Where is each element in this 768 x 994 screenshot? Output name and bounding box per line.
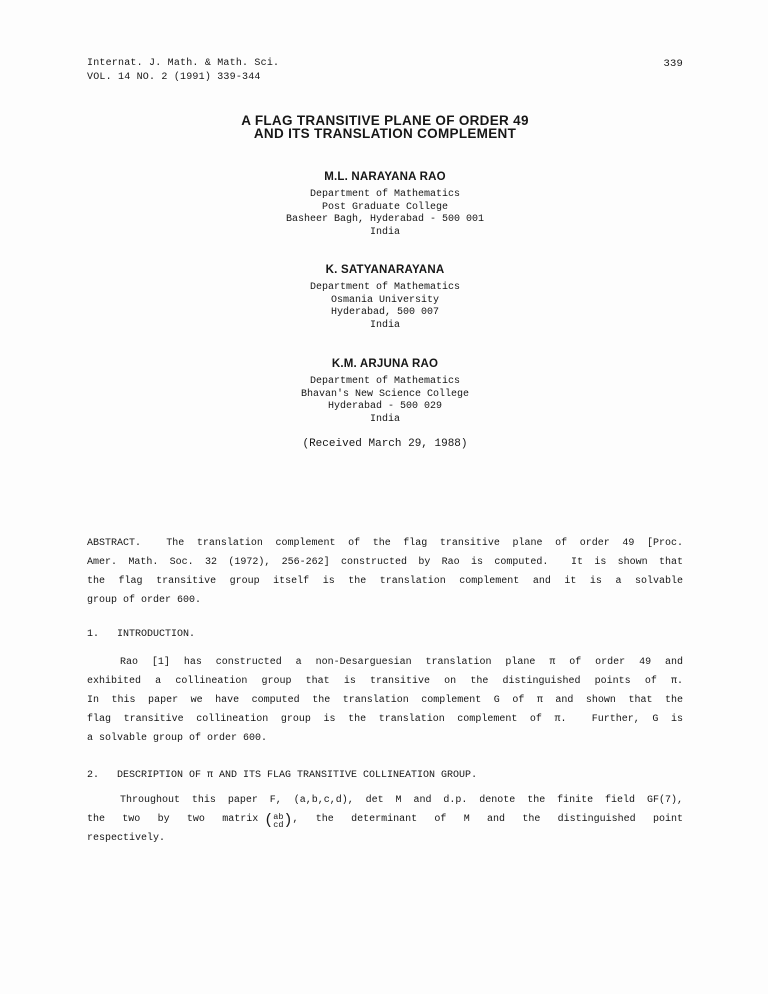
matrix-close-paren: ): [283, 812, 293, 829]
received-date: (Received March 29, 1988): [302, 438, 468, 450]
journal-header: [87, 57, 683, 85]
affiliation-line: Post Graduate College: [321, 201, 449, 213]
paragraph-line: flag transitive collineation group is the translation complement of π. Further, G is: [87, 714, 683, 725]
abstract-line: the flag transitive group itself is the translation complement and it is a solvable: [87, 576, 683, 587]
abstract-line: ABSTRACT. The translation complement of the flag transitive plane of order 49 [Proc.: [87, 538, 683, 549]
journal-volume: VOL. 14 NO. 2 (1991) 339-344: [87, 72, 261, 83]
paragraph-line: respectively.: [87, 833, 166, 844]
paragraph-line-with-matrix: [87, 810, 683, 829]
author-affiliation: [87, 376, 683, 426]
section-2-paragraph: [87, 791, 683, 848]
paragraph-text: , the determinant of M and the distinguished point: [292, 814, 683, 825]
affiliation-line: India: [369, 226, 400, 238]
affiliation-line: Basheer Bagh, Hyderabad - 500 001: [285, 214, 485, 225]
author-name: K. SATYANARAYANA: [325, 264, 445, 276]
journal-name: Internat. J. Math. & Math. Sci.: [87, 58, 280, 69]
journal-info: [87, 57, 279, 85]
abstract-section: [87, 534, 683, 610]
section-1-heading: 1. INTRODUCTION.: [87, 629, 196, 640]
author-block-2: [87, 264, 683, 332]
affiliation-line: India: [369, 413, 400, 425]
affiliation-line: India: [369, 319, 400, 331]
author-block-1: [87, 171, 683, 239]
paragraph-line: exhibited a collineation group that is transitive on the distinguished points of π.: [87, 676, 683, 687]
matrix-notation: [264, 813, 292, 829]
page-number: 339: [663, 58, 683, 70]
affiliation-line: Department of Mathematics: [309, 282, 461, 293]
author-block-3: [87, 358, 683, 426]
abstract-line: group of order 600.: [87, 595, 202, 606]
paragraph-text: the two by two matrix: [87, 814, 259, 825]
affiliation-line: Hyderabad, 500 007: [330, 307, 440, 318]
title-line-1: A FLAG TRANSITIVE PLANE OF ORDER 49: [241, 113, 529, 128]
paragraph-line: In this paper we have computed the translation complement G of π and shown that the: [87, 695, 683, 706]
paper-title: [87, 114, 683, 140]
matrix-bottom-row: cd: [273, 820, 284, 830]
paragraph-line: Rao [1] has constructed a non-Desarguesian translation plane π of order 49 and: [120, 657, 683, 668]
introduction-paragraph: [87, 653, 683, 748]
section-2-heading: 2. DESCRIPTION OF π AND ITS FLAG TRANSITIVE COLLINEATION GROUP.: [87, 770, 478, 781]
affiliation-line: Hyderabad - 500 029: [327, 401, 443, 412]
paragraph-line: Throughout this paper F, (a,b,c,d), det M and d.p. denote the finite field GF(7),: [120, 795, 683, 806]
affiliation-line: Osmania University: [330, 294, 440, 306]
affiliation-line: Department of Mathematics: [309, 189, 461, 200]
author-affiliation: [87, 282, 683, 332]
abstract-line: Amer. Math. Soc. 32 (1972), 256-262] constructed by Rao is computed. It is shown that: [87, 557, 683, 568]
affiliation-line: Department of Mathematics: [309, 376, 461, 387]
matrix-open-paren: (: [264, 812, 274, 829]
author-name: M.L. NARAYANA RAO: [324, 171, 446, 183]
matrix-entries: [273, 813, 283, 829]
author-name: K.M. ARJUNA RAO: [331, 358, 439, 370]
title-line-2: AND ITS TRANSLATION COMPLEMENT: [253, 126, 517, 141]
paragraph-line: a solvable group of order 600.: [87, 733, 268, 744]
affiliation-line: Bhavan's New Science College: [300, 388, 470, 400]
matrix-top-row: ab: [273, 812, 284, 822]
author-affiliation: [87, 189, 683, 239]
